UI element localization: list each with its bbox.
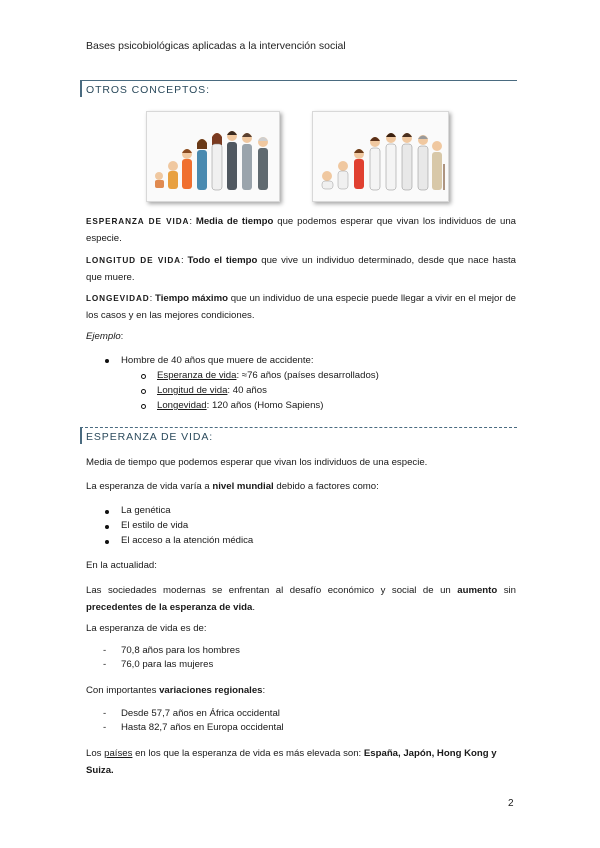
term-label: ESPERANZA DE VIDA (86, 217, 190, 226)
list-item: Desde 57,7 años en África occidental (121, 708, 280, 719)
paragraph (86, 582, 516, 616)
text-bold: España, Japón, Hong Kong y Suiza. (86, 748, 497, 776)
term-description: que podemos esperar que vivan los individuos de una especie. (86, 216, 516, 244)
section-heading-esperanza-de-vida (80, 427, 517, 444)
text-underlined: países (104, 748, 133, 759)
paragraph (86, 745, 516, 779)
figure-middle-man (418, 135, 428, 190)
term-bold-text: Tiempo máximo (155, 293, 228, 304)
sub-item-value: : ≈76 años (países desarrollados) (236, 370, 379, 381)
sub-item-term: Longevidad (157, 400, 207, 411)
bullet-ring-icon (141, 374, 146, 379)
separator: : (181, 255, 188, 266)
definition-longevidad (86, 290, 516, 324)
paragraph: La esperanza de vida es de: (86, 623, 207, 634)
text-bold: precedentes de la esperanza de vida (86, 602, 253, 613)
text-bold: aumento (457, 585, 498, 596)
sub-item-term: Esperanza de vida (157, 370, 237, 381)
text-run: debido a factores como: (273, 481, 379, 492)
dash-bullet: - (103, 659, 107, 670)
figure-young-woman (212, 133, 222, 190)
dash-bullet: - (103, 645, 107, 656)
sub-item-value: : 40 años (227, 385, 267, 396)
example-colon: : (120, 331, 124, 342)
term-description: que vive un individuo determinado, desde que nace hasta que muere. (86, 255, 517, 283)
section-title: ESPERANZA DE VIDA: (86, 431, 214, 443)
paragraph (86, 682, 516, 699)
bullet-ring-icon (141, 404, 146, 409)
aging-woman-illustration (146, 111, 280, 202)
text-run: Los (86, 748, 105, 759)
figure-teen (370, 137, 380, 190)
figure-toddler (338, 161, 348, 189)
section-title: OTROS CONCEPTOS: (86, 84, 210, 96)
text-run: Con importantes (86, 685, 160, 696)
dash-bullet: - (103, 722, 107, 733)
figure-baby (155, 172, 164, 188)
term-bold-text: Todo el tiempo (187, 255, 258, 266)
text-run: . (252, 602, 256, 613)
text-bold: nivel mundial (212, 481, 274, 492)
separator: : (189, 216, 196, 227)
page-number: 2 (508, 798, 514, 809)
figure-baby (322, 171, 333, 189)
paragraph: Media de tiempo que podemos esperar que vivan los individuos de una especie. (86, 457, 428, 468)
figure-teen (197, 139, 207, 190)
text-run: Las sociedades modernas se enfrentan al desafío económico y social de un (86, 585, 458, 596)
definition-longitud-de-vida (86, 252, 516, 286)
text-run: : (262, 685, 266, 696)
list-item: El estilo de vida (121, 520, 189, 531)
list-item: El acceso a la atención médica (121, 535, 254, 546)
text-run: en los que la esperanza de vida es más elevada son: (132, 748, 364, 759)
example-sub-item (157, 399, 323, 413)
text-run: sin (497, 585, 516, 596)
section-heading-otros-conceptos (80, 80, 517, 97)
aging-man-illustration (312, 111, 449, 202)
bullet-ring-icon (141, 389, 146, 394)
definition-esperanza-de-vida (86, 213, 516, 247)
heading-rule (80, 428, 82, 444)
example-main-item: Hombre de 40 años que muere de accidente: (121, 355, 314, 366)
sub-item-term: Longitud de vida (157, 385, 228, 396)
figure-middle-woman (242, 133, 252, 190)
term-description: que un individuo de una especie puede llegar a vivir en el mejor de los casos y en las mejores condiciones. (86, 293, 516, 321)
separator: : (149, 293, 156, 304)
bullet-dot-icon (105, 540, 109, 544)
text-bold: variaciones regionales (159, 685, 263, 696)
list-item: 76,0 para las mujeres (121, 659, 214, 670)
paragraph: En la actualidad: (86, 560, 157, 571)
example-sub-item (157, 369, 379, 383)
bullet-dot-icon (105, 525, 109, 529)
term-label: LONGITUD DE VIDA (86, 256, 181, 265)
dash-bullet: - (103, 708, 107, 719)
example-sub-item (157, 384, 267, 398)
example-label (86, 328, 516, 345)
list-item: La genética (121, 505, 171, 516)
text-run: La esperanza de vida varía a (86, 481, 213, 492)
term-label: LONGEVIDAD (86, 294, 150, 303)
figure-young-man (386, 133, 396, 190)
figure-toddler (168, 161, 178, 189)
figure-adult-woman (227, 131, 237, 190)
figure-elderly-man (432, 141, 444, 190)
term-bold-text: Media de tiempo (195, 216, 274, 227)
list-item: Hasta 82,7 años en Europa occidental (121, 722, 284, 733)
figure-child (182, 149, 192, 189)
bullet-dot-icon (105, 510, 109, 514)
running-header: Bases psicobiológicas aplicadas a la intervención social (86, 40, 346, 52)
figure-elderly-woman (258, 137, 268, 190)
example-italic: Ejemplo (86, 331, 121, 342)
sub-item-value: : 120 años (Homo Sapiens) (206, 400, 324, 411)
bullet-dot-icon (105, 359, 109, 363)
figure-boy (354, 149, 364, 189)
heading-rule (80, 81, 82, 97)
paragraph (86, 478, 516, 495)
figure-adult-man (402, 133, 412, 190)
list-item: 70,8 años para los hombres (121, 645, 240, 656)
